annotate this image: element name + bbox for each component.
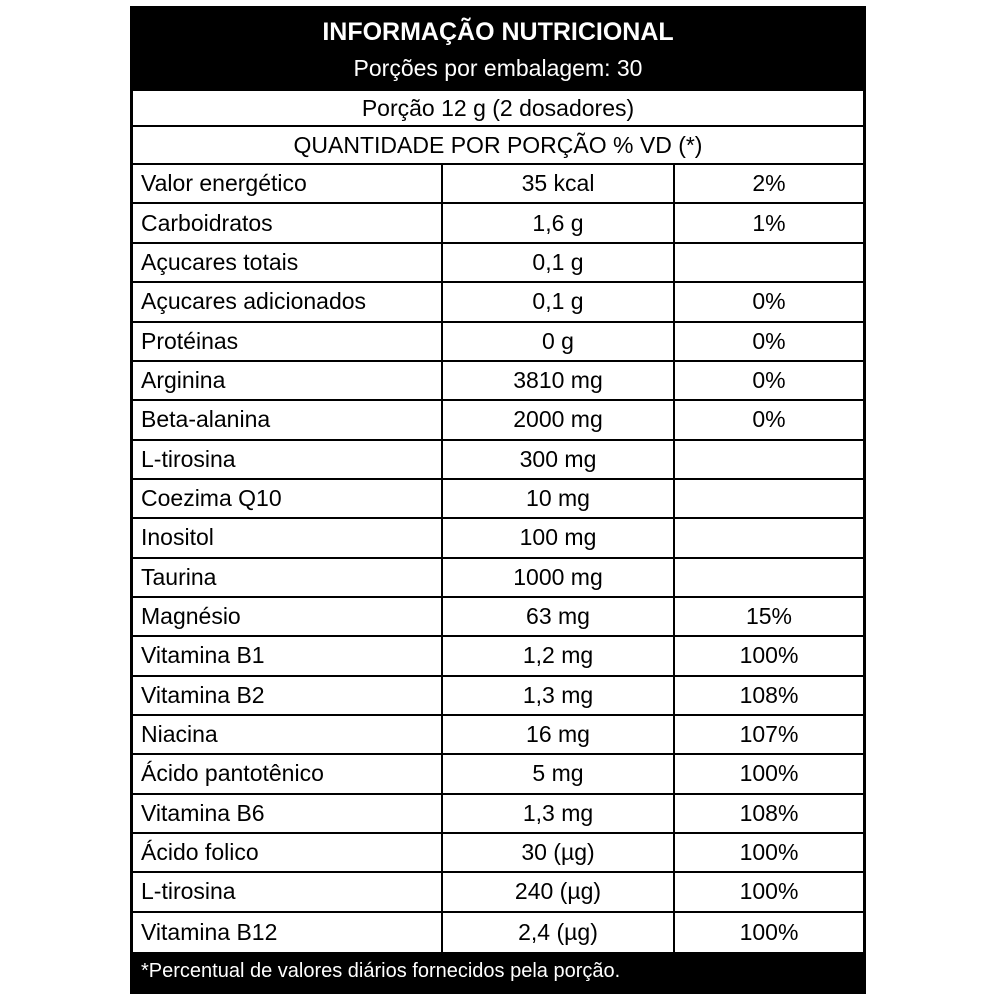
nutrient-row [133,873,863,912]
nutrient-amount: 1,2 mg [443,637,675,674]
nutrient-name: Magnésio [133,598,443,635]
nutrient-name: Beta-alanina [133,401,443,438]
nutrient-amount: 3810 mg [443,362,675,399]
nutrient-row [133,441,863,480]
nutrient-daily-value [675,559,863,596]
nutrient-amount: 1,3 mg [443,677,675,714]
nutrient-name: Coezima Q10 [133,480,443,517]
nutrient-row [133,716,863,755]
nutrient-name: Açucares adicionados [133,283,443,320]
nutrient-daily-value: 100% [739,878,799,905]
servings-per-package: Porções por embalagem: 30 [353,54,643,81]
nutrient-daily-value: 100% [739,839,799,866]
nutrient-name: Protéinas [133,323,443,360]
nutrient-daily-value: 15% [745,603,793,630]
nutrient-daily-value: 2% [752,170,786,197]
nutrient-row [133,913,863,952]
nutrient-name: L-tirosina [133,873,443,910]
nutrient-row [133,244,863,283]
nutrient-amount: 2000 mg [443,401,675,438]
nutrient-name: Taurina [133,559,443,596]
nutrient-amount: 0,1 g [443,283,675,320]
nutrient-row [133,755,863,794]
nutrient-amount: 63 mg [443,598,675,635]
nutrient-amount: 30 (µg) [443,834,675,871]
nutrient-row [133,204,863,243]
nutrient-daily-value: 100% [739,642,799,669]
nutrient-daily-value: 0% [752,367,786,394]
nutrient-name: Ácido pantotênico [133,755,443,792]
footnote: *Percentual de valores diários fornecidos pela porção. [133,952,863,991]
nutrient-daily-value [675,244,863,281]
nutrient-amount: 1,6 g [443,204,675,241]
label-header [133,9,863,89]
nutrient-row [133,165,863,204]
nutrient-amount: 1,3 mg [443,795,675,832]
nutrient-row [133,795,863,834]
nutrient-table [133,165,863,952]
nutrient-name: Vitamina B6 [133,795,443,832]
nutrient-daily-value [675,480,863,517]
quantity-header: QUANTIDADE POR PORÇÃO % VD (*) [133,127,863,165]
nutrient-daily-value: 0% [752,288,786,315]
nutrient-name: Carboidratos [133,204,443,241]
nutrient-row [133,362,863,401]
nutrient-amount: 35 kcal [443,165,675,202]
nutrient-row [133,519,863,558]
nutrient-amount: 5 mg [443,755,675,792]
nutrient-daily-value [675,441,863,478]
nutrient-row [133,401,863,440]
nutrient-amount: 16 mg [443,716,675,753]
nutrient-name: Açucares totais [133,244,443,281]
nutrient-row [133,637,863,676]
nutrient-name: Vitamina B2 [133,677,443,714]
nutrient-amount: 10 mg [443,480,675,517]
nutrient-row [133,834,863,873]
nutrient-daily-value: 100% [739,918,799,945]
nutrient-daily-value: 100% [739,760,799,787]
nutrient-name: Valor energético [133,165,443,202]
nutrient-row [133,677,863,716]
nutrient-amount: 2,4 (µg) [443,913,675,952]
label-title: INFORMAÇÃO NUTRICIONAL [322,17,674,46]
nutrient-daily-value [675,519,863,556]
nutrient-amount: 300 mg [443,441,675,478]
nutrient-row [133,480,863,519]
nutrient-name: Vitamina B1 [133,637,443,674]
nutrient-row [133,283,863,322]
nutrient-row [133,323,863,362]
nutrient-name: L-tirosina [133,441,443,478]
nutrient-name: Arginina [133,362,443,399]
nutrient-daily-value: 1% [752,209,786,236]
nutrient-amount: 100 mg [443,519,675,556]
nutrient-daily-value: 0% [752,406,786,433]
nutrition-facts-label [130,6,866,994]
nutrient-daily-value: 107% [739,721,799,748]
nutrient-daily-value: 108% [739,681,799,708]
nutrient-name: Niacina [133,716,443,753]
nutrient-daily-value: 0% [752,327,786,354]
nutrient-amount: 0,1 g [443,244,675,281]
nutrient-row [133,598,863,637]
nutrient-name: Ácido folico [133,834,443,871]
nutrient-amount: 240 (µg) [443,873,675,910]
nutrient-amount: 1000 mg [443,559,675,596]
portion-size: Porção 12 g (2 dosadores) [133,89,863,127]
nutrient-row [133,559,863,598]
nutrient-amount: 0 g [443,323,675,360]
nutrient-name: Vitamina B12 [133,913,443,952]
nutrient-name: Inositol [133,519,443,556]
nutrient-daily-value: 108% [739,799,799,826]
